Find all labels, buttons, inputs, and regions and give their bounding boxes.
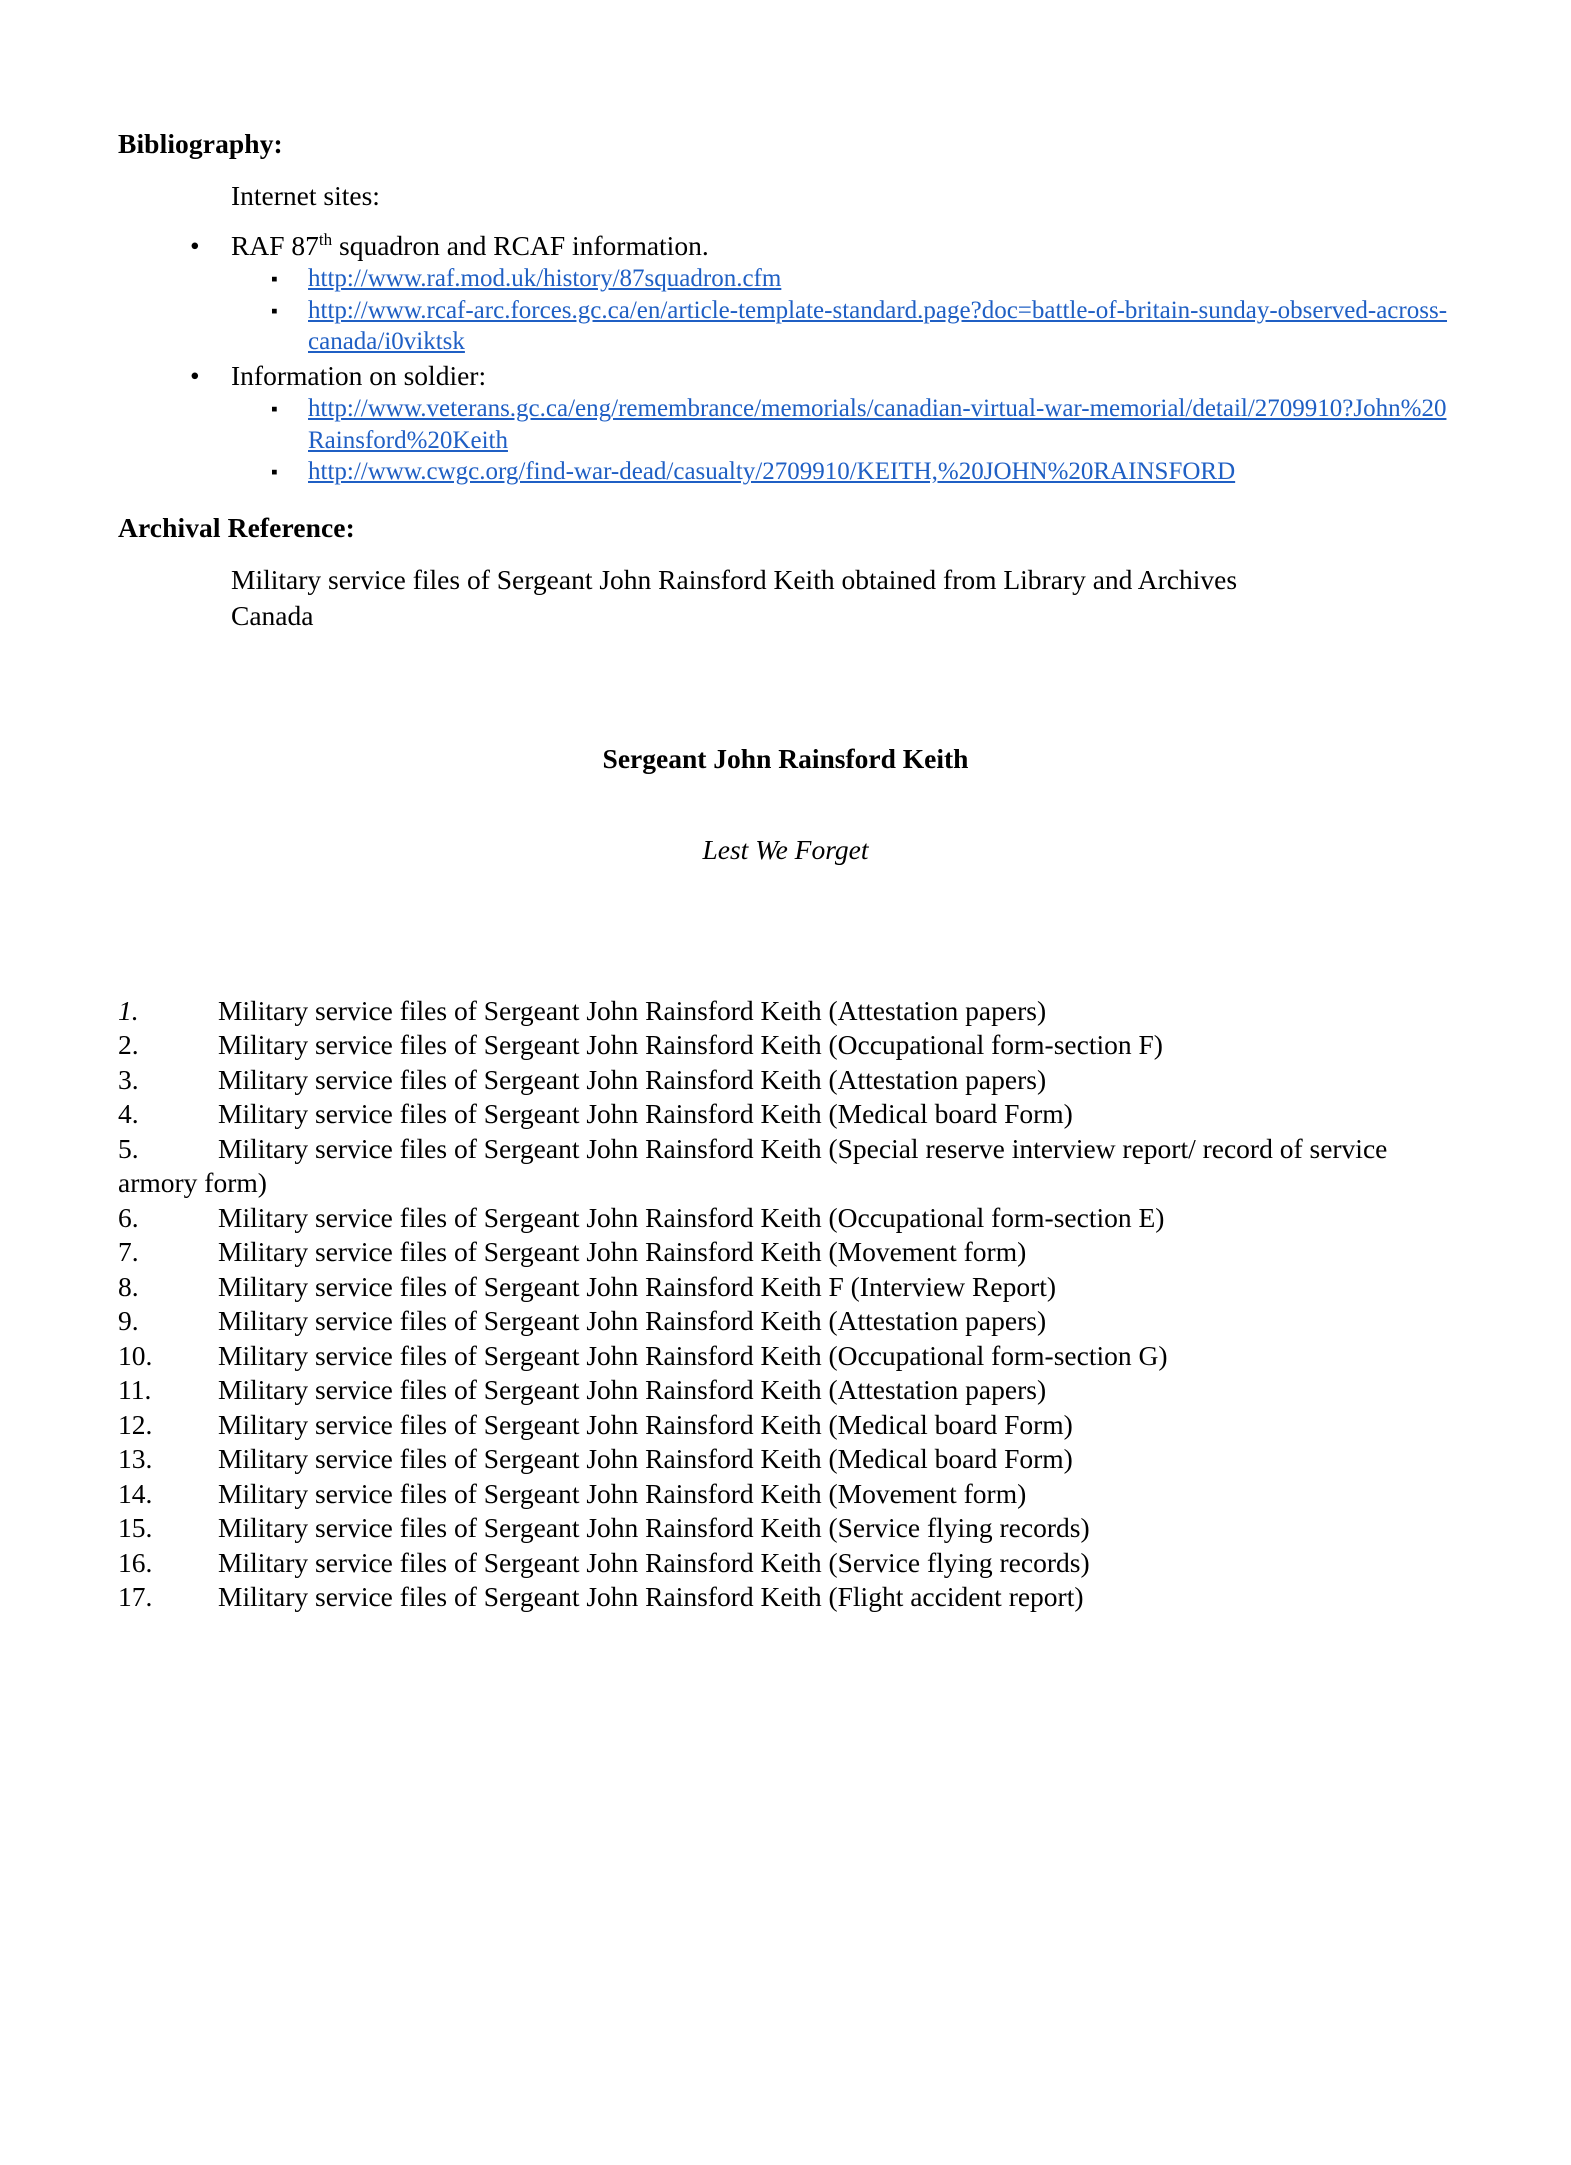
bibliography-link-list: [231, 263, 1453, 358]
endnote-item: [118, 1511, 1453, 1546]
endnote-number: 9.: [118, 1305, 139, 1336]
bibliography-group: [118, 228, 1453, 358]
endnote-number: 5.: [118, 1132, 139, 1164]
bibliography-link-item: [231, 295, 1453, 358]
endnote-item: [118, 1063, 1453, 1098]
endnote-list: [118, 994, 1453, 1615]
endnote-number: 14.: [118, 1477, 153, 1509]
endnote-number: 1.: [118, 994, 139, 1026]
endnote-text: Military service files of Sergeant John Rainsford Keith (Medical board Form): [218, 1098, 1073, 1129]
endnote-number: 7.: [118, 1236, 139, 1267]
bibliography-group-label: RAF 87th squadron and RCAF information.: [231, 230, 709, 262]
ordinal-suffix: th: [318, 230, 333, 250]
archival-reference-body: Military service files of Sergeant John Rainsford Keith obtained from Library and Archives Canada: [231, 564, 1238, 631]
bibliography-group: [118, 358, 1453, 488]
bibliography-link[interactable]: http://www.veterans.gc.ca/eng/remembrance/memorials/canadian-virtual-war-memorial/detail/2709910?John%20Rainsford%20Keith: [308, 395, 1447, 454]
endnote-text: Military service files of Sergeant John Rainsford Keith (Attestation papers): [218, 1063, 1047, 1095]
endnote-text: Military service files of Sergeant John Rainsford Keith (Occupational form-section G): [218, 1339, 1168, 1371]
endnote-number: 4.: [118, 1098, 139, 1129]
square-bullet-icon: ▪: [271, 269, 278, 291]
endnote-number: 16.: [118, 1546, 153, 1578]
endnote-item: [118, 1097, 1453, 1132]
endnote-number: 13.: [118, 1443, 153, 1474]
memorial-block: [118, 742, 1453, 866]
bibliography-link-item: [231, 263, 1453, 295]
square-bullet-icon: ▪: [271, 300, 278, 322]
endnote-text: Military service files of Sergeant John Rainsford Keith (Attestation papers): [218, 994, 1047, 1026]
endnote-item: [118, 1477, 1453, 1512]
disc-bullet-icon: •: [190, 230, 200, 262]
internet-sites-subheading: Internet sites:: [231, 180, 380, 212]
bibliography-link-list: [231, 393, 1453, 488]
endnote-text: Military service files of Sergeant John Rainsford Keith (Service flying records): [218, 1546, 1090, 1578]
endnote-text: Military service files of Sergeant John Rainsford Keith (Special reserve interview report/ record of service armory form): [118, 1132, 1388, 1198]
endnote-number: 12.: [118, 1408, 153, 1440]
square-bullet-icon: ▪: [271, 462, 278, 484]
memorial-motto: Lest We Forget: [702, 833, 869, 865]
endnote-text: Military service files of Sergeant John Rainsford Keith (Movement form): [218, 1236, 1027, 1267]
archival-reference-heading: Archival Reference:: [118, 511, 355, 543]
endnote-item: [118, 1373, 1453, 1408]
endnote-item: [118, 1339, 1453, 1374]
endnote-number: 11.: [118, 1374, 152, 1405]
bibliography-group-label: Information on soldier:: [231, 359, 487, 391]
square-bullet-icon: ▪: [271, 399, 278, 421]
bibliography-link-item: [231, 456, 1453, 488]
endnote-text: Military service files of Sergeant John Rainsford Keith (Attestation papers): [218, 1374, 1047, 1405]
endnote-item: [118, 1028, 1453, 1063]
bibliography-link[interactable]: http://www.rcaf-arc.forces.gc.ca/en/article-template-standard.page?doc=battle-of-britain-sunday-observed-across-canada/i0viktsk: [308, 296, 1448, 356]
memorial-name: Sergeant John Rainsford Keith: [602, 742, 969, 774]
endnote-text: Military service files of Sergeant John Rainsford Keith (Medical board Form): [218, 1443, 1073, 1474]
bibliography-link[interactable]: http://www.cwgc.org/find-war-dead/casualty/2709910/KEITH,%20JOHN%20RAINSFORD: [308, 458, 1236, 486]
endnote-item: [118, 1235, 1453, 1270]
endnote-item: [118, 994, 1453, 1029]
disc-bullet-icon: •: [190, 359, 200, 391]
endnote-number: 3.: [118, 1063, 139, 1095]
endnote-item: [118, 1304, 1453, 1339]
endnote-item: [118, 1132, 1453, 1201]
endnote-text: Military service files of Sergeant John Rainsford Keith (Medical board Form): [218, 1408, 1073, 1440]
endnote-number: 17.: [118, 1581, 153, 1612]
endnote-text: Military service files of Sergeant John Rainsford Keith (Occupational form-section F): [218, 1029, 1163, 1060]
endnote-number: 2.: [118, 1029, 139, 1060]
bibliography-link[interactable]: http://www.raf.mod.uk/history/87squadron.cfm: [308, 265, 782, 293]
endnote-text: Military service files of Sergeant John Rainsford Keith (Attestation papers): [218, 1305, 1047, 1336]
endnote-item: [118, 1546, 1453, 1581]
endnote-item: [118, 1442, 1453, 1477]
endnote-number: 8.: [118, 1270, 139, 1302]
endnote-number: 6.: [118, 1201, 139, 1233]
endnote-text: Military service files of Sergeant John Rainsford Keith (Service flying records): [218, 1512, 1090, 1543]
endnote-text: Military service files of Sergeant John Rainsford Keith (Occupational form-section E): [218, 1201, 1165, 1233]
bibliography-heading: Bibliography:: [118, 128, 283, 159]
bibliography-list: [118, 228, 1453, 487]
endnote-item: [118, 1201, 1453, 1236]
endnote-text: Military service files of Sergeant John Rainsford Keith (Flight accident report): [218, 1581, 1084, 1612]
endnote-item: [118, 1270, 1453, 1305]
endnote-item: [118, 1408, 1453, 1443]
endnote-text: Military service files of Sergeant John Rainsford Keith (Movement form): [218, 1477, 1027, 1509]
endnote-number: 15.: [118, 1512, 153, 1543]
endnote-text: Military service files of Sergeant John Rainsford Keith F (Interview Report): [218, 1270, 1057, 1302]
endnote-number: 10.: [118, 1339, 153, 1371]
bibliography-link-item: [231, 393, 1453, 456]
endnote-item: [118, 1580, 1453, 1615]
